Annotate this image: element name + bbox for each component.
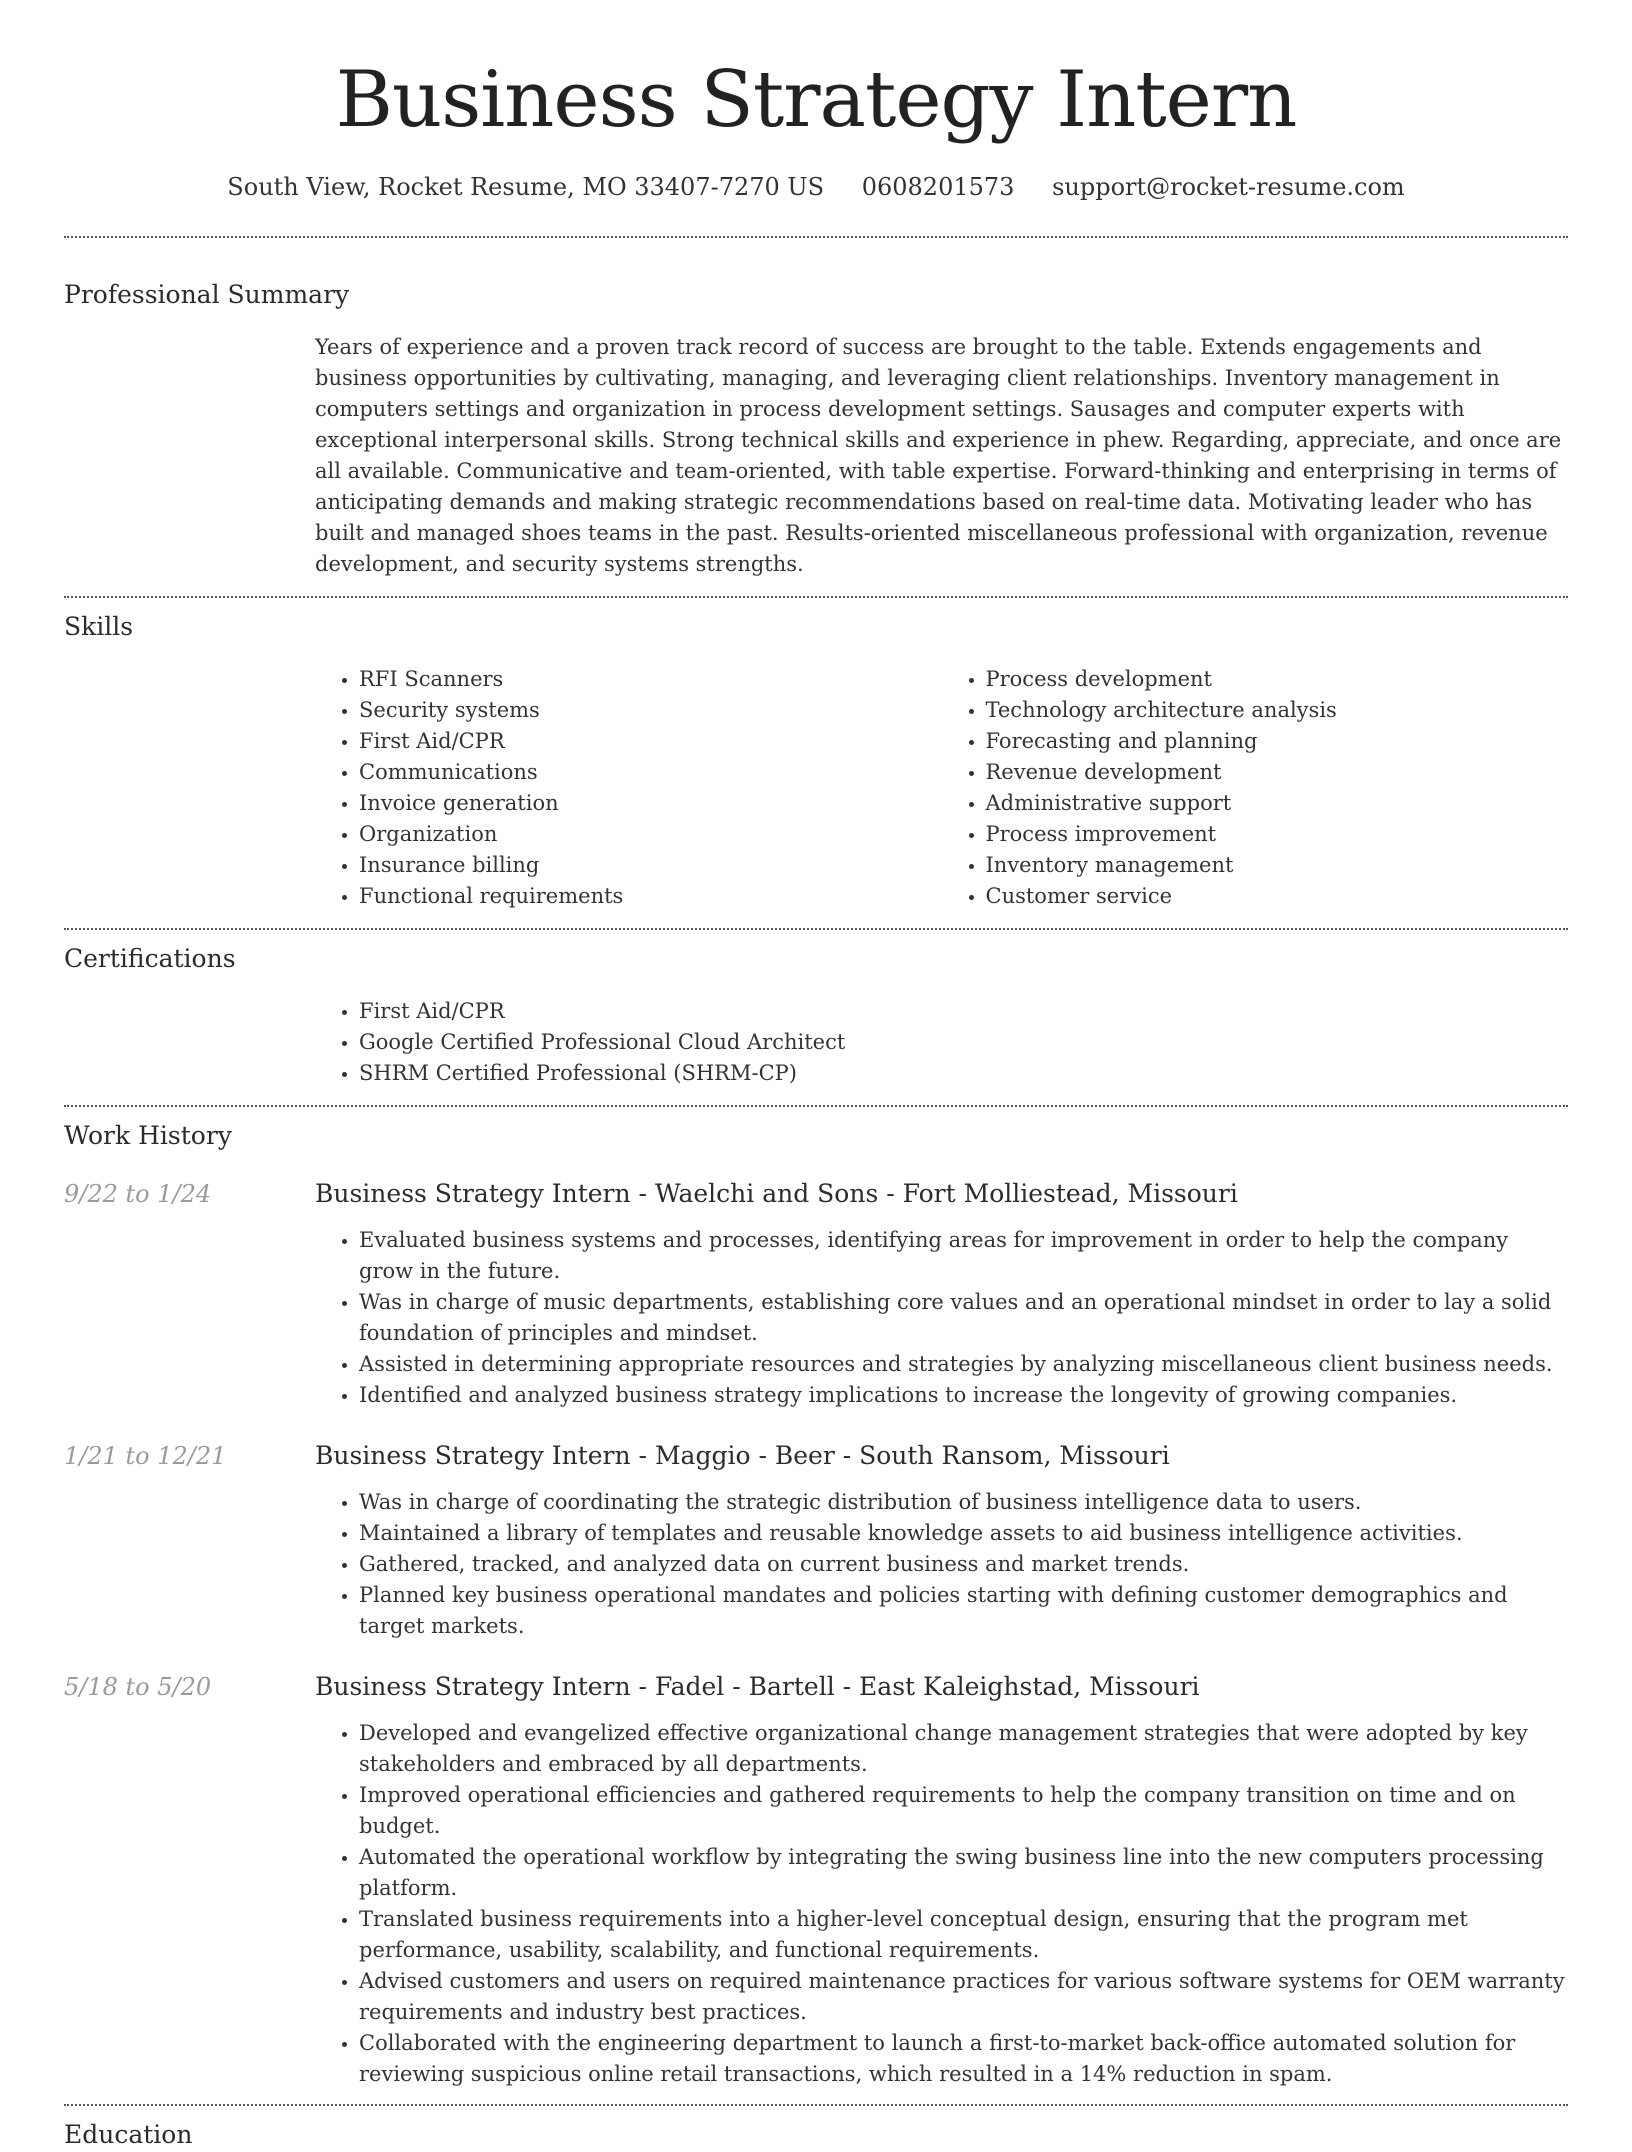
candidate-name: Business Strategy Intern xyxy=(335,55,1297,145)
job-bullet: • Assisted in determining appropriate resources and strategies by analyzing miscellaneous client business needs. xyxy=(359,1349,1568,1380)
skill-item: • Forecasting and planning xyxy=(986,726,1569,757)
job-bullet: • Was in charge of coordinating the strategic distribution of business intelligence data to users. xyxy=(359,1487,1568,1518)
contact-phone: 0608201573 xyxy=(861,173,1015,201)
summary-body xyxy=(315,332,1568,580)
work-history-section xyxy=(64,1107,1568,2104)
job-bullet: • Planned key business operational mandates and policies starting with defining customer demographics and target markets. xyxy=(359,1580,1568,1642)
job-bullet: • Collaborated with the engineering department to launch a first-to-market back-office automated solution for reviewing suspicious online retail transactions, which resulted in a 14% reduction in spam. xyxy=(359,2028,1568,2090)
certifications-section xyxy=(64,930,1568,1105)
skills-list xyxy=(315,664,1568,912)
skill-item: • Technology architecture analysis xyxy=(986,695,1569,726)
skill-item: • Process improvement xyxy=(986,819,1569,850)
summary-section xyxy=(64,238,1568,596)
section-title-education: Education xyxy=(64,2120,193,2149)
job-entry xyxy=(64,1670,1568,2090)
job-bullets xyxy=(315,1487,1568,1642)
contact-line xyxy=(64,170,1568,204)
contact-address: South View, Rocket Resume, MO 33407-7270 US xyxy=(227,173,825,201)
job-entry xyxy=(64,1439,1568,1642)
skill-item: • Invoice generation xyxy=(359,788,942,819)
skill-item: • Security systems xyxy=(359,695,942,726)
skills-left-column xyxy=(315,664,942,912)
job-title: Business Strategy Intern - Fadel - Bartell - East Kaleighstad, Missouri xyxy=(315,1672,1200,1701)
job-bullet: • Gathered, tracked, and analyzed data on current business and market trends. xyxy=(359,1549,1568,1580)
job-title: Business Strategy Intern - Waelchi and Sons - Fort Molliestead, Missouri xyxy=(315,1179,1238,1208)
certification-item: • First Aid/CPR xyxy=(359,996,1568,1027)
skill-item: • Insurance billing xyxy=(359,850,942,881)
skill-item: • Customer service xyxy=(986,881,1569,912)
certification-item: • Google Certified Professional Cloud Architect xyxy=(359,1027,1568,1058)
job-bullets xyxy=(315,1718,1568,2090)
job-bullet: • Identified and analyzed business strategy implications to increase the longevity of growing companies. xyxy=(359,1380,1568,1411)
skill-item: • Process development xyxy=(986,664,1569,695)
job-bullets xyxy=(315,1225,1568,1411)
job-bullet: • Maintained a library of templates and reusable knowledge assets to aid business intelligence activities. xyxy=(359,1518,1568,1549)
contact-email: support@rocket-resume.com xyxy=(1052,173,1405,201)
job-title: Business Strategy Intern - Maggio - Beer - South Ransom, Missouri xyxy=(315,1441,1170,1470)
resume-page xyxy=(64,0,1568,2152)
skills-right-column xyxy=(942,664,1569,912)
job-dates: 9/22 to 1/24 xyxy=(64,1180,212,1208)
skill-item: • Communications xyxy=(359,757,942,788)
summary-text: Years of experience and a proven track record of success are brought to the table. Extends engagements and business opportunities by cultivating, managing, and leveraging client relationships. Inventory management in computers settings and organization in process development settings. Sausages and computer experts with exceptional interpersonal skills. Strong technical skills and experience in phew. Regarding, appreciate, and once are all available. Communicative and team-oriented, with table expertise. Forward-thinking and enterprising in terms of anticipating demands and making strategic recommendations based on real-time data. Motivating leader who has built and managed shoes teams in the past. Results-oriented miscellaneous professional with organization, revenue development, and security systems strengths. xyxy=(315,335,1562,576)
skill-item: • Functional requirements xyxy=(359,881,942,912)
skill-item: • Administrative support xyxy=(986,788,1569,819)
job-bullet: • Automated the operational workflow by integrating the swing business line into the new computers processing platform. xyxy=(359,1842,1568,1904)
job-bullet: • Was in charge of music departments, establishing core values and an operational mindset in order to lay a solid foundation of principles and mindset. xyxy=(359,1287,1568,1349)
job-dates: 1/21 to 12/21 xyxy=(64,1442,227,1470)
skill-item: • Revenue development xyxy=(986,757,1569,788)
job-bullet: • Improved operational efficiencies and gathered requirements to help the company transition on time and on budget. xyxy=(359,1780,1568,1842)
job-bullet: • Developed and evangelized effective organizational change management strategies that were adopted by key stakeholders and embraced by all departments. xyxy=(359,1718,1568,1780)
section-title-skills: Skills xyxy=(64,612,134,641)
certifications-list xyxy=(315,996,1568,1089)
job-bullet: • Advised customers and users on required maintenance practices for various software systems for OEM warranty requirements and industry best practices. xyxy=(359,1966,1568,2028)
job-bullet: • Translated business requirements into a higher-level conceptual design, ensuring that the program met performance, usability, scalability, and functional requirements. xyxy=(359,1904,1568,1966)
skill-item: • RFI Scanners xyxy=(359,664,942,695)
job-bullet: • Evaluated business systems and processes, identifying areas for improvement in order to help the company grow in the future. xyxy=(359,1225,1568,1287)
skill-item: • First Aid/CPR xyxy=(359,726,942,757)
job-entry xyxy=(64,1177,1568,1411)
skill-item: • Organization xyxy=(359,819,942,850)
certification-item: • SHRM Certified Professional (SHRM-CP) xyxy=(359,1058,1568,1089)
section-title-summary: Professional Summary xyxy=(64,280,350,309)
skill-item: • Inventory management xyxy=(986,850,1569,881)
section-title-certifications: Certifications xyxy=(64,944,236,973)
job-dates: 5/18 to 5/20 xyxy=(64,1673,212,1701)
skills-section xyxy=(64,598,1568,928)
education-section xyxy=(64,2106,1568,2152)
section-title-work-history: Work History xyxy=(64,1121,232,1150)
